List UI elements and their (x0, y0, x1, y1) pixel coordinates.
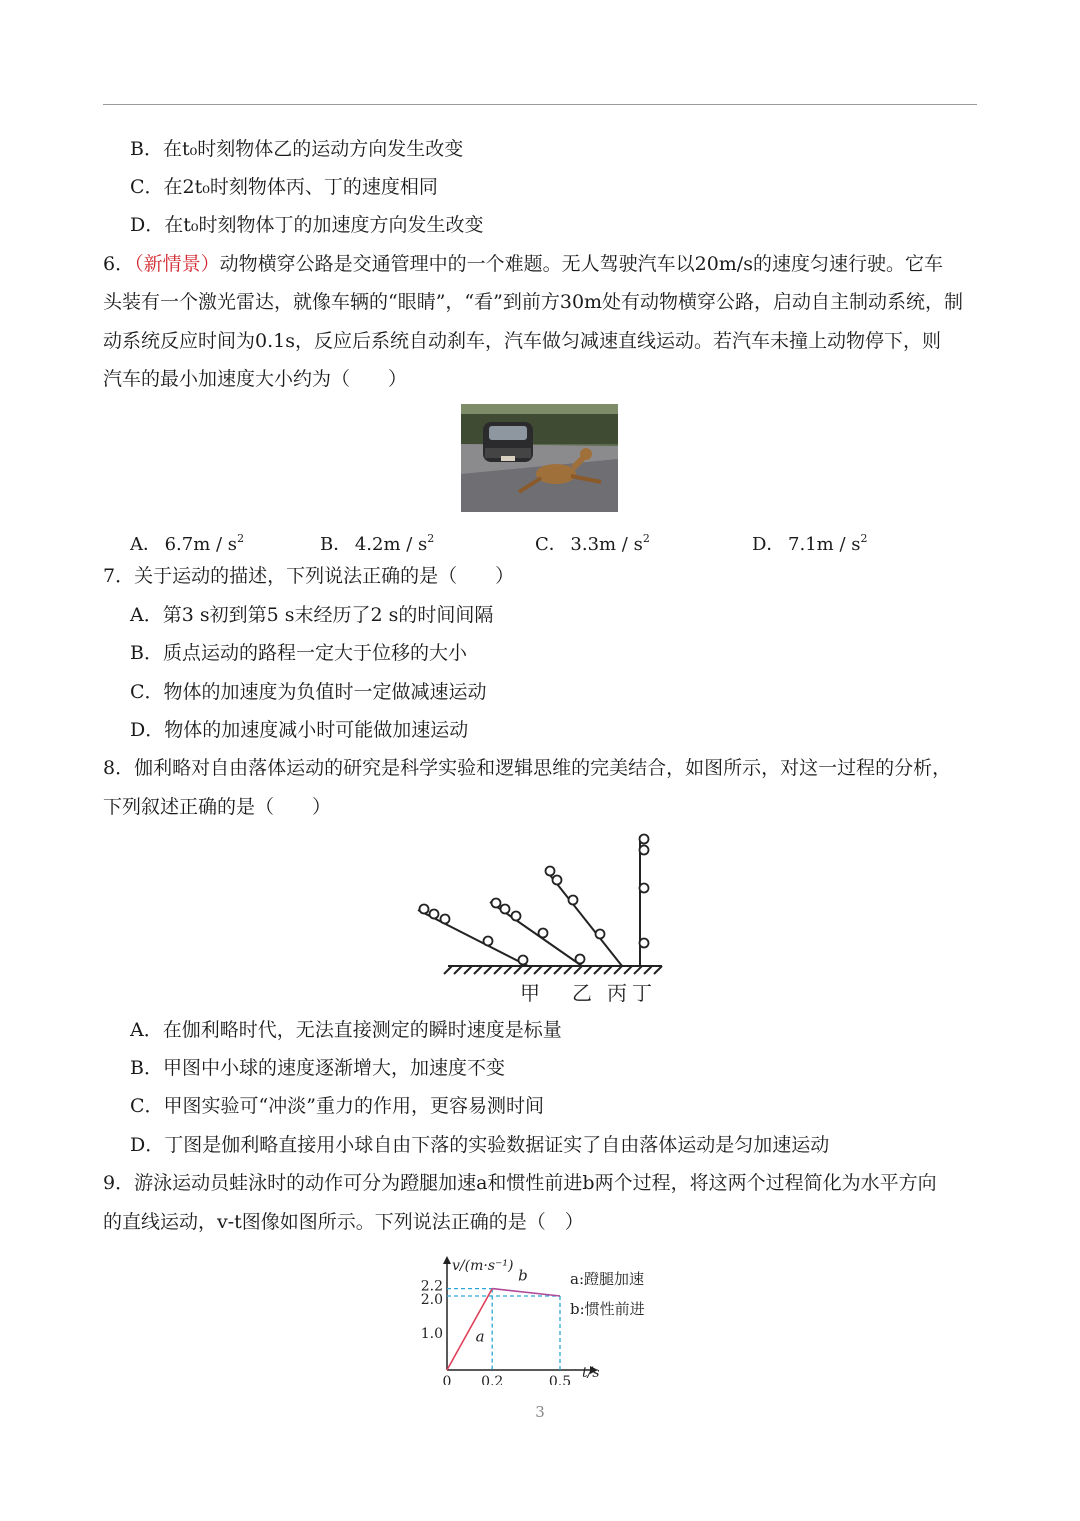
q5-option-d: D．在t₀时刻物体丁的加速度方向发生改变 (130, 214, 484, 236)
option-label: D． (752, 534, 785, 555)
x-tick-label: 0 (442, 1374, 452, 1385)
q6-option-a (130, 527, 244, 557)
q7-stem: 7．关于运动的描述，下列说法正确的是（ ） (103, 565, 515, 587)
segment-b-label: b (518, 1266, 528, 1285)
option-exponent: 2 (860, 532, 868, 545)
car-deer-photo (461, 404, 618, 512)
x-axis-label: t/s (582, 1365, 600, 1381)
legend-a: a:蹬腿加速 (570, 1270, 644, 1288)
series-a-line (447, 1289, 492, 1370)
option-value: 6.7m / s (164, 534, 238, 555)
header-rule (103, 104, 977, 105)
q5-option-c: C．在2t₀时刻物体丙、丁的速度相同 (130, 176, 438, 198)
q8-option-a: A．在伽利略时代，无法直接测定的瞬时速度是标量 (130, 1019, 562, 1041)
q6-stem-line-3: 动系统反应时间为0.1s，反应后系统自动刹车，汽车做匀减速直线运动。若汽车未撞上动物停下，则 (103, 330, 941, 352)
q9-stem-line-1: 9．游泳运动员蛙泳时的动作可分为蹬腿加速a和惯性前进b两个过程，将这两个过程简化为水平方向 (103, 1172, 937, 1194)
x-tick-label: 0.2 (481, 1374, 504, 1385)
y-tick-label: 2.0 (420, 1292, 443, 1308)
label-jia: 甲 (520, 981, 540, 1005)
q7-option-b: B．质点运动的路程一定大于位移的大小 (130, 642, 467, 664)
q6-option-c (535, 527, 650, 557)
y-tick-label: 1.0 (420, 1326, 443, 1342)
option-label: B． (320, 534, 352, 555)
label-yi: 乙 (572, 981, 592, 1005)
option-exponent: 2 (237, 532, 245, 545)
y-axis-arrow (443, 1256, 451, 1264)
q8-option-b: B．甲图中小球的速度逐渐增大，加速度不变 (130, 1057, 505, 1079)
label-bing: 丙 (607, 981, 627, 1005)
q6-tag: （新情景） (134, 253, 220, 275)
label-ding: 丁 (632, 981, 652, 1005)
q5-option-b: B．在t₀时刻物体乙的运动方向发生改变 (130, 138, 464, 160)
q7-option-c: C．物体的加速度为负值时一定做减速运动 (130, 681, 487, 703)
q6-number: 6． (103, 253, 135, 275)
option-value: 3.3m / s (570, 534, 643, 555)
q7-option-d: D．物体的加速度减小时可能做加速运动 (130, 719, 469, 741)
q9-stem-line-2: 的直线运动，v-t图像如图所示。下列说法正确的是（ ） (103, 1211, 584, 1233)
q6-stem-line-2: 头装有一个激光雷达，就像车辆的“眼睛”，“看”到前方30m处有动物横穿公路，启动自主制动系统，制 (103, 291, 964, 313)
q8-stem-line-1: 8．伽利略对自由落体运动的研究是科学实验和逻辑思维的完美结合，如图所示，对这一过程的分析， (103, 757, 952, 779)
option-value: 7.1m / s (788, 534, 861, 555)
q8-stem-line-2: 下列叙述正确的是（ ） (103, 796, 332, 818)
y-tick-label: 2.2 (420, 1278, 443, 1295)
q6-text: 动物横穿公路是交通管理中的一个难题。无人驾驶汽车以20m/s的速度匀速行驶。它车 (219, 253, 943, 275)
segment-a-label: a (475, 1327, 485, 1346)
q6-stem-line-1 (103, 252, 943, 276)
q7-option-a: A．第3 s初到第5 s末经历了2 s的时间间隔 (130, 604, 494, 626)
y-axis-label: v/(m·s⁻¹) (452, 1258, 514, 1274)
x-tick-label: 0.5 (548, 1374, 572, 1385)
option-exponent: 2 (642, 532, 650, 545)
series-b-line (492, 1289, 560, 1296)
q6-stem-line-4: 汽车的最小加速度大小约为（ ） (103, 368, 408, 390)
option-label: A． (130, 534, 161, 555)
legend-b: b:惯性前进 (570, 1300, 645, 1318)
option-label: C． (535, 534, 567, 555)
q6-option-d (752, 527, 868, 557)
q8-option-d: D．丁图是伽利略直接用小球自由下落的实验数据证实了自由落体运动是匀加速运动 (130, 1134, 830, 1156)
q8-option-c: C．甲图实验可“冲淡”重力的作用，更容易测时间 (130, 1095, 544, 1117)
option-exponent: 2 (427, 532, 435, 545)
option-value: 4.2m / s (354, 534, 428, 555)
vt-graph (410, 1250, 680, 1385)
page-number: 3 (535, 1403, 545, 1421)
galileo-incline-figure (410, 830, 670, 1008)
q6-option-b (320, 527, 434, 557)
